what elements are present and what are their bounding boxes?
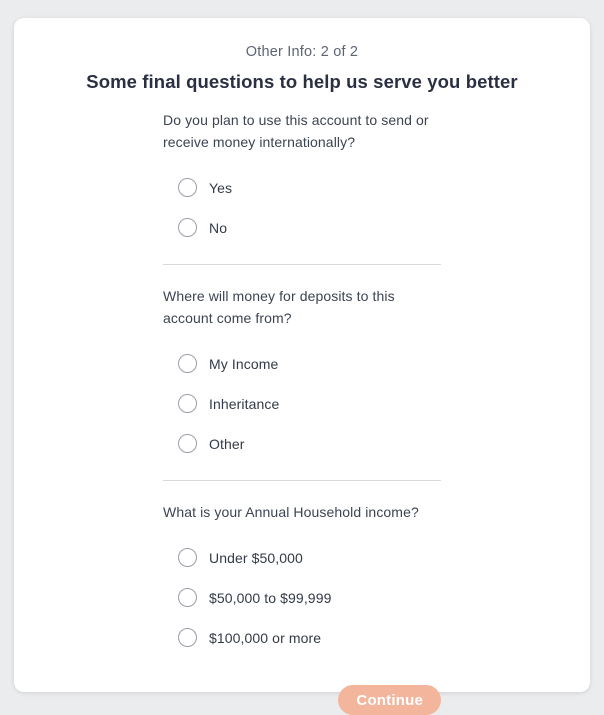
- radio-option-inheritance[interactable]: [178, 394, 441, 413]
- option-label-yes: Yes: [209, 179, 233, 196]
- radio-option-my-income[interactable]: [178, 354, 441, 373]
- option-label-no: No: [209, 219, 228, 236]
- question-block-international: [163, 109, 441, 237]
- radio-circle-icon[interactable]: [178, 588, 197, 607]
- option-label-100000-or-more: $100,000 or more: [209, 629, 322, 646]
- radio-option-50000-to-99999[interactable]: [178, 588, 441, 607]
- radio-circle-icon[interactable]: [178, 394, 197, 413]
- radio-option-other[interactable]: [178, 434, 441, 453]
- step-indicator: Other Info: 2 of 2: [245, 44, 359, 60]
- section-divider: [163, 480, 441, 481]
- section-divider: [163, 264, 441, 265]
- option-label-under-50000: Under $50,000: [209, 549, 303, 566]
- option-label-my-income: My Income: [209, 355, 279, 372]
- question-text-international: Do you plan to use this account to send or receive money internationally?: [163, 112, 429, 150]
- radio-option-yes[interactable]: [178, 178, 441, 197]
- radio-option-100000-or-more[interactable]: [178, 628, 441, 647]
- option-label-other: Other: [209, 435, 245, 452]
- radio-circle-icon[interactable]: [178, 178, 197, 197]
- form-card: [14, 18, 590, 709]
- option-label-inheritance: Inheritance: [209, 395, 280, 412]
- form-footer: [163, 685, 441, 715]
- radio-circle-icon[interactable]: [178, 628, 197, 647]
- radio-option-under-50000[interactable]: [178, 548, 441, 567]
- page-title: Some final questions to help us serve you better: [86, 71, 518, 92]
- form-content: [163, 109, 441, 647]
- radio-circle-icon[interactable]: [178, 548, 197, 567]
- question-text-household-income: What is your Annual Household income?: [163, 504, 419, 520]
- radio-circle-icon[interactable]: [178, 218, 197, 237]
- question-block-deposit-source: [163, 285, 441, 453]
- radio-circle-icon[interactable]: [178, 434, 197, 453]
- continue-button[interactable]: Continue: [338, 685, 441, 715]
- radio-circle-icon[interactable]: [178, 354, 197, 373]
- question-text-deposit-source: Where will money for deposits to this account come from?: [163, 288, 395, 326]
- question-block-household-income: [163, 501, 441, 647]
- radio-option-no[interactable]: [178, 218, 441, 237]
- option-label-50000-to-99999: $50,000 to $99,999: [209, 589, 332, 606]
